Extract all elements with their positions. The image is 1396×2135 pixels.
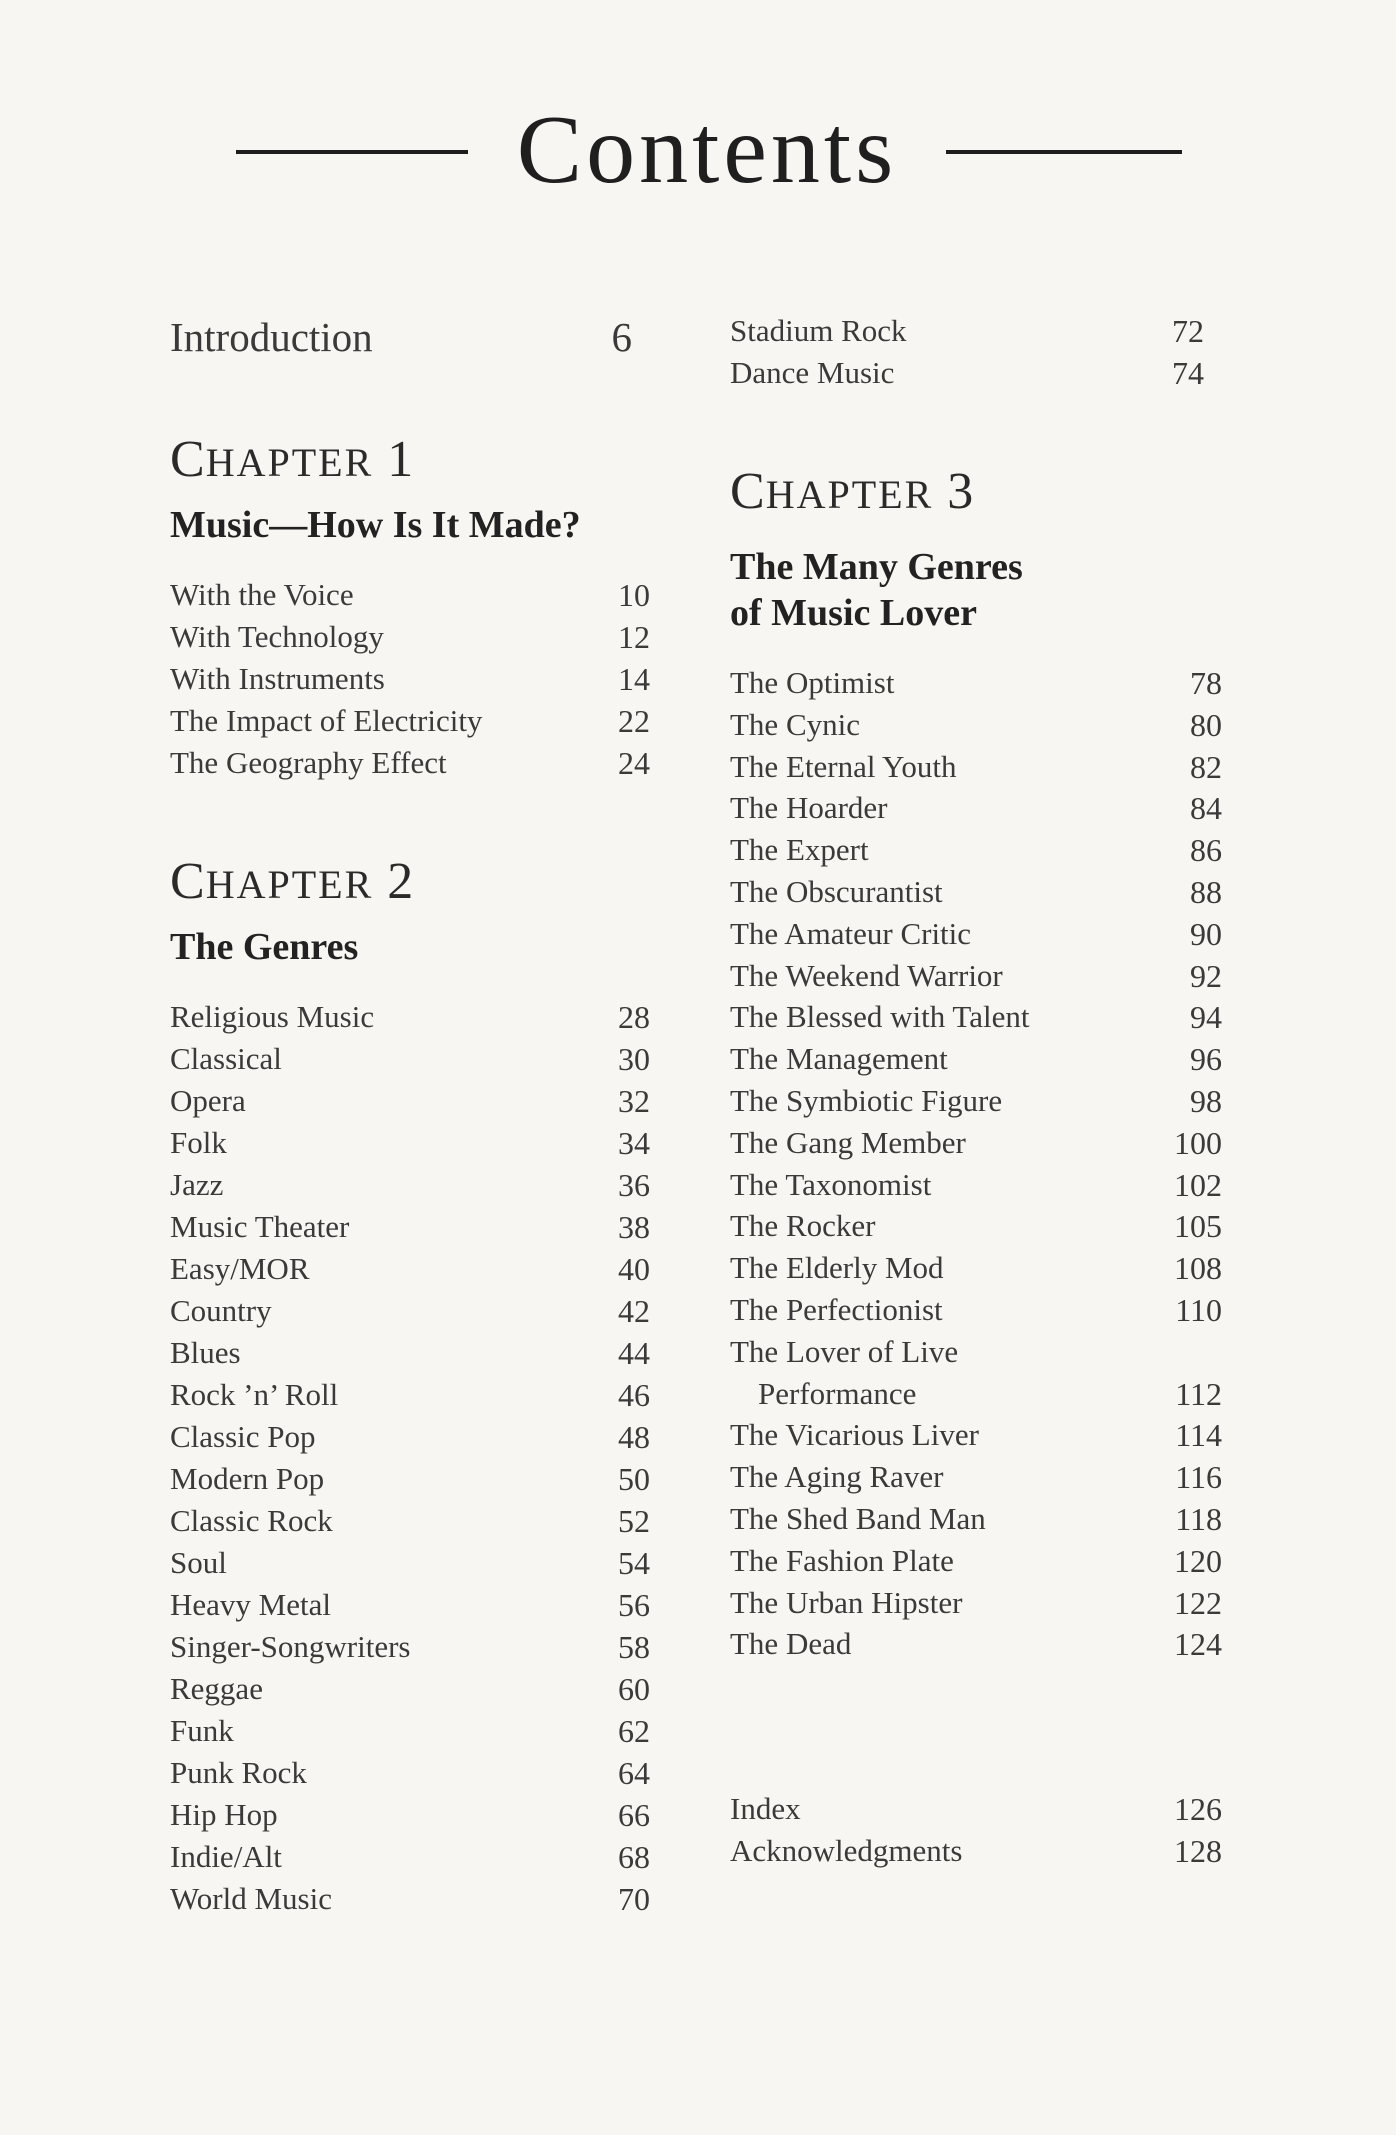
entry-page: 128: [1174, 1833, 1222, 1869]
toc-entry[interactable]: [170, 1584, 650, 1626]
entry-page: 62: [618, 1713, 650, 1749]
toc-entry[interactable]: [730, 787, 1222, 829]
toc-entry[interactable]: [730, 1164, 1222, 1206]
chapter-heading-number: 3: [947, 463, 975, 520]
entry-label: The Urban Hipster: [730, 1584, 963, 1620]
entry-label: Folk: [170, 1125, 227, 1160]
entry-page: 88: [1190, 874, 1222, 910]
entry-page: 46: [618, 1377, 650, 1413]
entry-label: Soul: [170, 1545, 227, 1580]
entry-page: 54: [618, 1545, 650, 1581]
entry-page: 56: [618, 1587, 650, 1623]
toc-entry[interactable]: [730, 829, 1222, 871]
entry-page: 24: [618, 745, 650, 781]
entry-page: 12: [618, 619, 650, 655]
entry-label: The Dead: [730, 1626, 852, 1662]
toc-entry[interactable]: [170, 1206, 650, 1248]
entry-label: Opera: [170, 1083, 246, 1118]
chapter-heading-number: 2: [387, 853, 415, 910]
toc-entry[interactable]: [170, 1626, 650, 1668]
toc-entry[interactable]: [170, 742, 650, 784]
title-row: [0, 90, 1396, 210]
chapter-2-heading: [170, 852, 414, 911]
entry-label: Rock ’n’ Roll: [170, 1377, 339, 1412]
entry-label: Hip Hop: [170, 1797, 278, 1832]
entry-label: Country: [170, 1293, 272, 1328]
entry-label: The Fashion Plate: [730, 1542, 954, 1578]
entry-label: Classic Rock: [170, 1503, 333, 1538]
toc-entry[interactable]: [170, 1122, 650, 1164]
entry-label: The Optimist: [730, 665, 895, 700]
toc-entry[interactable]: [730, 310, 1222, 352]
entry-page: 50: [618, 1461, 650, 1497]
entry-label: The Geography Effect: [170, 745, 447, 780]
entry-page: 114: [1175, 1417, 1222, 1454]
entry-label: Jazz: [170, 1167, 224, 1202]
entry-label: With Instruments: [170, 661, 385, 696]
entry-label: The Cynic: [730, 706, 860, 742]
entry-label: The Vicarious Liver: [730, 1417, 979, 1453]
entry-label: The Obscurantist: [730, 874, 943, 909]
entry-page: 36: [618, 1167, 650, 1203]
toc-entry[interactable]: [170, 1668, 650, 1710]
entry-label: With the Voice: [170, 577, 354, 612]
title-rule-right: [946, 150, 1182, 154]
toc-entry[interactable]: [170, 1164, 650, 1206]
entry-page: 74: [1172, 355, 1204, 391]
entry-label: Reggae: [170, 1671, 263, 1706]
entry-page: 98: [1190, 1083, 1222, 1119]
chapter-3-subtitle-line-1: The Many Genres: [730, 546, 1023, 588]
chapter-heading-cap: C: [730, 463, 766, 520]
chapter-heading-rest: HAPTER: [765, 472, 934, 517]
chapter-3-subtitle-line-2: of Music Lover: [730, 592, 977, 634]
toc-entry[interactable]: [170, 1080, 650, 1122]
entry-page: 100: [1174, 1124, 1222, 1161]
entry-page: 28: [618, 999, 650, 1035]
entry-label: Modern Pop: [170, 1461, 325, 1496]
chapter-1-subtitle: Music—How Is It Made?: [170, 504, 581, 546]
toc-entry[interactable]: [730, 1498, 1222, 1540]
toc-entry[interactable]: [730, 1623, 1222, 1665]
entry-page: 96: [1190, 1041, 1222, 1078]
entry-label: Indie/Alt: [170, 1839, 282, 1874]
entry-label: The Shed Band Man: [730, 1501, 986, 1536]
entry-page: 52: [618, 1503, 650, 1539]
toc-entry[interactable]: [170, 1836, 650, 1878]
entry-page: 34: [618, 1125, 650, 1161]
entry-label: Heavy Metal: [170, 1587, 331, 1622]
chapter-heading-number: 1: [387, 431, 415, 488]
toc-entry[interactable]: [170, 1248, 650, 1290]
toc-entry[interactable]: [170, 700, 650, 742]
entry-label: Dance Music: [730, 355, 895, 390]
entry-page: 14: [618, 661, 650, 697]
entry-label: Religious Music: [170, 999, 375, 1034]
entry-page: 64: [618, 1755, 650, 1791]
entry-page: 112: [1175, 1375, 1222, 1412]
toc-entry[interactable]: [730, 913, 1222, 955]
toc-entry[interactable]: [730, 1582, 1222, 1624]
entry-page: 110: [1175, 1292, 1222, 1328]
toc-entry[interactable]: [170, 1038, 650, 1080]
toc-entry[interactable]: [730, 1540, 1222, 1582]
entry-label: With Technology: [170, 619, 384, 654]
toc-entry[interactable]: [170, 616, 650, 658]
entry-page: 86: [1190, 832, 1222, 869]
entry-page: 68: [618, 1839, 650, 1875]
entry-label: The Gang Member: [730, 1124, 966, 1160]
entry-page: 124: [1174, 1626, 1222, 1663]
toc-entry[interactable]: [730, 704, 1222, 746]
toc-entry[interactable]: [170, 1878, 650, 1920]
entry-page: 108: [1174, 1250, 1222, 1287]
entry-label: The Aging Raver: [730, 1459, 944, 1495]
entry-page: 92: [1190, 957, 1222, 994]
toc-entry[interactable]: [170, 1416, 650, 1458]
chapter-3-heading: [730, 462, 974, 521]
toc-entry[interactable]: [730, 352, 1222, 394]
toc-entry[interactable]: [170, 996, 650, 1038]
entry-page: 10: [618, 577, 650, 613]
entry-page: 102: [1174, 1166, 1222, 1203]
entry-page: 78: [1190, 665, 1222, 701]
toc-entry[interactable]: [730, 1122, 1222, 1164]
entry-label: Performance: [758, 1375, 917, 1411]
entry-page: 122: [1174, 1584, 1222, 1621]
entry-label: The Blessed with Talent: [730, 999, 1030, 1035]
entry-label: The Perfectionist: [730, 1292, 943, 1327]
toc-entry[interactable]: [730, 1456, 1222, 1498]
toc-entry[interactable]: [730, 1373, 1222, 1415]
entry-page: 30: [618, 1041, 650, 1077]
entry-page: 44: [618, 1335, 650, 1371]
toc-entry[interactable]: [170, 1374, 650, 1416]
entry-label: Index: [730, 1791, 801, 1826]
toc-entry[interactable]: [730, 1080, 1222, 1122]
entry-label: Music Theater: [170, 1209, 350, 1244]
entry-page: 58: [618, 1629, 650, 1665]
toc-entry[interactable]: [170, 574, 650, 616]
toc-entry[interactable]: [730, 955, 1222, 997]
toc-entry[interactable]: [170, 1458, 650, 1500]
entry-label: Classic Pop: [170, 1419, 316, 1454]
entry-label: Introduction: [170, 314, 373, 360]
entry-page: 66: [618, 1797, 650, 1833]
entry-page: 42: [618, 1293, 650, 1329]
entry-label: Stadium Rock: [730, 313, 907, 348]
entry-label: The Rocker: [730, 1208, 876, 1244]
entry-label: The Management: [730, 1041, 948, 1077]
entry-label: The Expert: [730, 832, 869, 868]
entry-label: Blues: [170, 1335, 241, 1370]
entry-page: 72: [1172, 313, 1204, 349]
entry-label: Punk Rock: [170, 1755, 307, 1790]
toc-entry[interactable]: [730, 1289, 1222, 1331]
entry-page: 94: [1190, 999, 1222, 1036]
toc-entry-introduction[interactable]: [170, 312, 650, 362]
entry-page: 116: [1175, 1459, 1222, 1496]
toc-entry[interactable]: [170, 1710, 650, 1752]
toc-entry[interactable]: [170, 1794, 650, 1836]
toc-entry[interactable]: [730, 996, 1222, 1038]
entry-label: The Symbiotic Figure: [730, 1083, 1003, 1118]
toc-entry[interactable]: [730, 1414, 1222, 1456]
entry-label: The Lover of Live: [730, 1333, 959, 1369]
toc-entry[interactable]: [170, 1290, 650, 1332]
entry-page: 40: [618, 1251, 650, 1287]
toc-entry[interactable]: [170, 658, 650, 700]
entry-label: Singer-Songwriters: [170, 1629, 411, 1664]
toc-entry[interactable]: [730, 1038, 1222, 1080]
entry-page: 80: [1190, 706, 1222, 743]
entry-page: 32: [618, 1083, 650, 1119]
toc-entry[interactable]: [730, 746, 1222, 788]
toc-entry[interactable]: [730, 1205, 1222, 1247]
toc-entry[interactable]: [730, 1830, 1222, 1872]
entry-label: The Taxonomist: [730, 1166, 932, 1202]
entry-label: The Impact of Electricity: [170, 703, 483, 738]
title-rule-left: [236, 150, 468, 154]
chapter-2-subtitle: The Genres: [170, 926, 359, 968]
chapter-heading-cap: C: [170, 431, 206, 488]
toc-entry[interactable]: [170, 1542, 650, 1584]
entry-page: 6: [611, 314, 632, 360]
entry-page: 118: [1175, 1501, 1222, 1537]
entry-label: Easy/MOR: [170, 1251, 310, 1286]
entry-page: 82: [1190, 748, 1222, 785]
entry-label: Funk: [170, 1713, 234, 1748]
entry-page: 126: [1174, 1791, 1222, 1827]
page-title: Contents: [516, 96, 898, 204]
toc-entry[interactable]: [730, 1247, 1222, 1289]
toc-entry[interactable]: [730, 871, 1222, 913]
toc-entry[interactable]: [730, 1788, 1222, 1830]
chapter-heading-cap: C: [170, 853, 206, 910]
entry-label: The Elderly Mod: [730, 1250, 944, 1286]
toc-entry[interactable]: [170, 1500, 650, 1542]
entry-page: 70: [618, 1881, 650, 1917]
entry-label: The Amateur Critic: [730, 915, 972, 951]
entry-page: 105: [1174, 1208, 1222, 1245]
entry-label: Acknowledgments: [730, 1833, 963, 1868]
chapter-1-heading: [170, 430, 414, 489]
entry-page: 38: [618, 1209, 650, 1245]
entry-label: The Weekend Warrior: [730, 957, 1003, 993]
entry-page: 84: [1190, 790, 1222, 827]
toc-entry[interactable]: [730, 662, 1222, 704]
entry-page: 48: [618, 1419, 650, 1455]
entry-page: 120: [1174, 1542, 1222, 1579]
entry-label: The Hoarder: [730, 790, 888, 826]
chapter-heading-rest: HAPTER: [205, 862, 374, 907]
entry-page: 60: [618, 1671, 650, 1707]
entry-label: The Eternal Youth: [730, 748, 957, 784]
toc-entry[interactable]: [730, 1331, 1222, 1373]
entry-label: Classical: [170, 1041, 282, 1076]
chapter-heading-rest: HAPTER: [205, 440, 374, 485]
toc-entry[interactable]: [170, 1332, 650, 1374]
toc-entry[interactable]: [170, 1752, 650, 1794]
entry-label: World Music: [170, 1881, 332, 1916]
entry-page: 90: [1190, 915, 1222, 952]
entry-page: 22: [618, 703, 650, 739]
